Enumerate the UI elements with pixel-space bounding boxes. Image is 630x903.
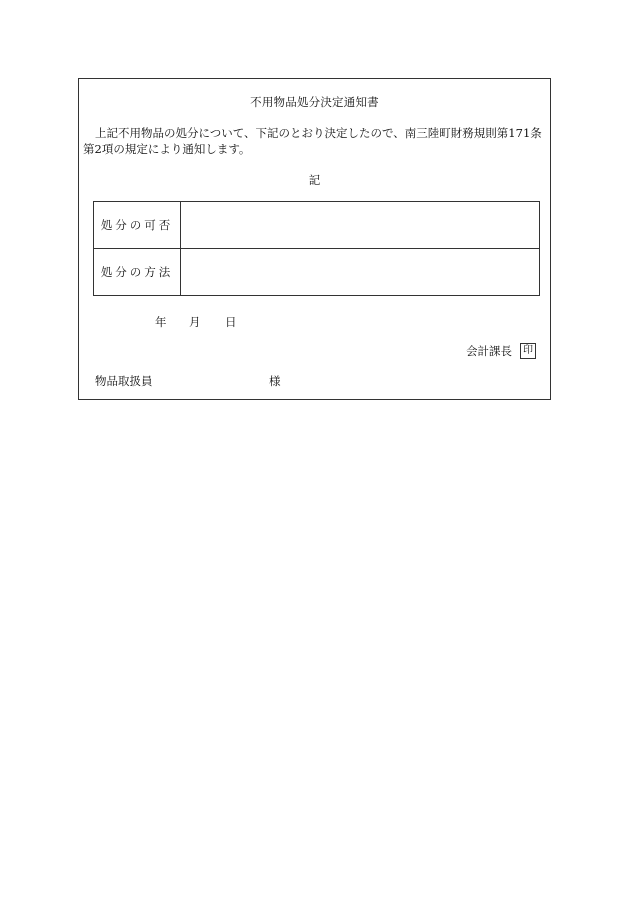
honorific-sama: 様 bbox=[269, 374, 281, 388]
table-row bbox=[94, 202, 540, 249]
disposal-detail-table bbox=[93, 201, 540, 296]
document-title: 不用物品処分決定通知書 bbox=[250, 95, 379, 109]
disposal-approval-value bbox=[181, 202, 540, 249]
property-handler-label: 物品取扱員 bbox=[95, 374, 153, 388]
ki-heading: 記 bbox=[308, 173, 321, 187]
date-year-label: 年 bbox=[155, 315, 167, 329]
disposal-method-value bbox=[181, 249, 540, 296]
disposal-method-label: 処分の方法 bbox=[94, 249, 181, 296]
notice-form bbox=[78, 78, 551, 400]
date-day-label: 日 bbox=[225, 315, 237, 329]
accountant-signature-line bbox=[466, 343, 536, 359]
table-row bbox=[94, 249, 540, 296]
date-month-label: 月 bbox=[189, 315, 201, 329]
disposal-approval-label: 処分の可否 bbox=[94, 202, 181, 249]
accountant-title: 会計課長 bbox=[466, 344, 512, 358]
notice-body-text: 上記不用物品の処分について、下記のとおり決定したので、南三陸町財務規則第171条第2項の規定により通知します。 bbox=[83, 126, 542, 156]
seal-mark: 印 bbox=[520, 343, 536, 359]
